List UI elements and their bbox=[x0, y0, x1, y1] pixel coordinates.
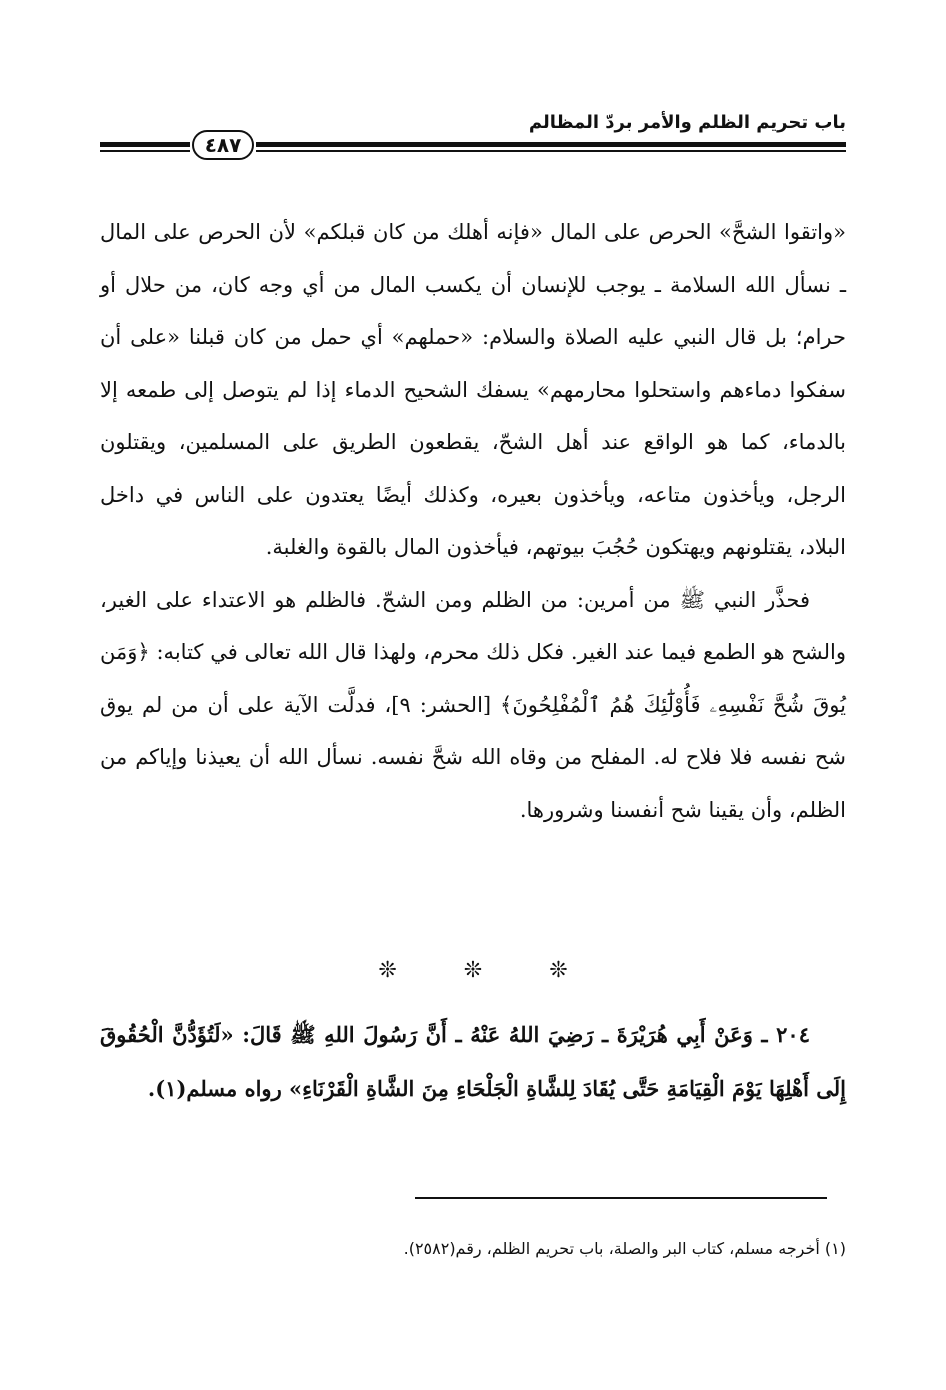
hadith-paragraph: ٢٠٤ ـ وَعَنْ أَبِي هُرَيْرَةَ ـ رَضِيَ اللهُ عَنْهُ ـ أَنَّ رَسُولَ اللهِ ﷺ قَالَ: «لَتُؤَدُّنَّ الْحُقُوقَ إِلَى أَهْلِهَا يَوْمَ الْقِيَامَةِ حَتَّى يُقَادَ لِلشَّاةِ الْجَلْحَاءِ مِنَ الشَّاةِ الْقَرْنَاءِ» رواه مسلم(١). bbox=[100, 1022, 846, 1101]
page-number: ٤٨٧ bbox=[192, 130, 254, 160]
hadith-text bbox=[100, 1008, 846, 1116]
section-separator bbox=[100, 958, 846, 983]
paragraph: فحذَّر النبي ﷺ من أمرين: من الظلم ومن الشحّ. فالظلم هو الاعتداء على الغير، والشح هو الطمع فيما عند الغير. فكل ذلك محرم، ولهذا قال الله تعالى في كتابه: ﴿وَمَن يُوقَ شُحَّ نَفْسِهِۦ فَأُوْلَٰٓئِكَ هُمُ ٱلْمُفْلِحُونَ﴾ [الحشر: ٩]، فدلَّت الآية على أن من لم يوق شح نفسه فلا فلاح له. المفلح من وقاه الله شحَّ نفسه. نسأل الله أن يعيذنا وإياكم من الظلم، وأن يقينا شح أنفسنا وشرورها. bbox=[100, 587, 847, 822]
main-text bbox=[100, 206, 846, 836]
footnote-divider bbox=[415, 1197, 827, 1199]
header-rule-thin bbox=[256, 150, 846, 152]
header-rule-left bbox=[100, 142, 190, 147]
header-rule bbox=[256, 142, 846, 147]
separator-star: ❊ bbox=[463, 958, 483, 983]
page-header bbox=[100, 108, 846, 158]
chapter-title: باب تحريم الظلم والأمر بردّ المظالم bbox=[528, 112, 846, 133]
separator-star: ❊ bbox=[378, 958, 397, 983]
paragraph: «واتقوا الشحَّ» الحرص على المال «فإنه أهلك من كان قبلكم» لأن الحرص على المال ـ نسأل الله السلامة ـ يوجب للإنسان أن يكسب المال من أي وجه كان، من حلال أو حرام؛ بل قال النبي عليه الصلاة والسلام: «حملهم» أي حمل من كان قبلنا «على أن سفكوا دماءهم واستحلوا محارمهم» يسفك الشحيح الدماء إذا لم يتوصل إلى طمعه إلا بالدماء، كما هو الواقع عند أهل الشحّ، يقطعون الطريق على المسلمين، ويقتلون الرجل، ويأخذون متاعه، ويأخذون بعيره، وكذلك أيضًا يعتدون على الناس في داخل البلاد، يقتلونهم ويهتكون حُجُبَ بيوتهم، فيأخذون المال بالقوة والغلبة. bbox=[100, 220, 846, 559]
footnote: (١) أخرجه مسلم، كتاب البر والصلة، باب تحريم الظلم، رقم(٢٥٨٢). bbox=[403, 1239, 846, 1258]
header-rule-left-thin bbox=[100, 150, 190, 152]
separator-star: ❊ bbox=[549, 958, 568, 983]
